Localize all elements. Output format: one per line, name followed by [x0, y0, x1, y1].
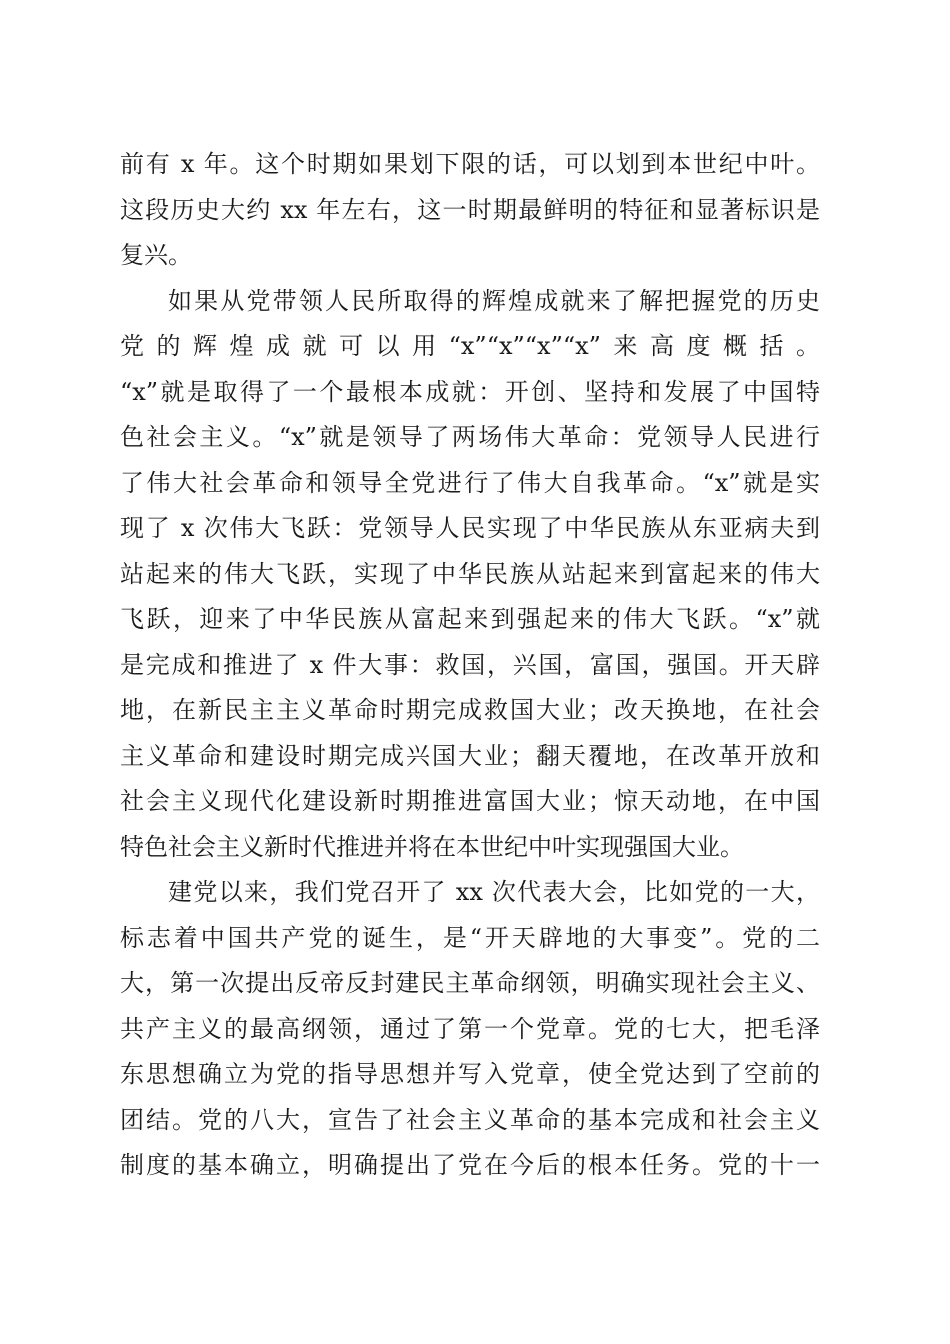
text-line: 色社会主义。“x”就是领导了两场伟大革命：党领导人民进行 [120, 423, 820, 451]
text-line: 站起来的伟大飞跃，实现了中华民族从站起来到富起来的伟大 [120, 559, 820, 588]
text-line: 前有 x 年。这个时期如果划下限的话，可以划到本世纪中叶。 [120, 150, 820, 178]
text-line: “x”就是取得了一个最根本成就：开创、坚持和发展了中国特 [120, 377, 820, 406]
text-line: 建党以来，我们党召开了 xx 次代表大会，比如党的一大， [168, 878, 820, 906]
text-line: 复兴。 [120, 241, 192, 269]
text-line: 现了 x 次伟大飞跃：党领导人民实现了中华民族从东亚病夫到 [120, 514, 820, 542]
body-text [120, 142, 820, 1189]
paragraph-1 [120, 142, 820, 279]
text-line: 特色社会主义新时代推进并将在本世纪中叶实现强国大业。 [120, 832, 744, 861]
text-line: 共产主义的最高纲领，通过了第一个党章。党的七大，把毛泽 [120, 1014, 820, 1043]
text-line: 是完成和推进了 x 件大事：救国，兴国，富国，强国。开天辟 [120, 650, 820, 679]
paragraph-2 [120, 279, 820, 871]
text-line: 标志着中国共产党的诞生，是“开天辟地的大事变”。党的二 [120, 923, 820, 952]
text-line: 党的辉煌成就可以用“x”“x”“x”“x”来高度概括。 [120, 332, 820, 360]
text-line: 东思想确立为党的指导思想并写入党章，使全党达到了空前的 [120, 1060, 820, 1088]
text-line: 了伟大社会革命和领导全党进行了伟大自我革命。“x”就是实 [120, 468, 820, 497]
text-line: 飞跃，迎来了中华民族从富起来到强起来的伟大飞跃。“x”就 [120, 605, 820, 633]
text-line: 主义革命和建设时期完成兴国大业；翻天覆地，在改革开放和 [120, 741, 820, 770]
text-line: 如果从党带领人民所取得的辉煌成就来了解把握党的历史 [168, 286, 820, 315]
text-line: 这段历史大约 xx 年左右，这一时期最鲜明的特征和显著标识是 [120, 195, 820, 224]
text-line: 社会主义现代化建设新时期推进富国大业；惊天动地，在中国 [120, 787, 820, 815]
text-line: 团结。党的八大，宣告了社会主义革命的基本完成和社会主义 [120, 1105, 820, 1134]
paragraph-3 [120, 870, 820, 1189]
text-line: 大，第一次提出反帝反封建民主革命纲领，明确实现社会主义、 [120, 969, 820, 997]
text-line: 地，在新民主主义革命时期完成救国大业；改天换地，在社会 [120, 696, 820, 724]
text-line: 制度的基本确立，明确提出了党在今后的根本任务。党的十一 [120, 1151, 820, 1179]
